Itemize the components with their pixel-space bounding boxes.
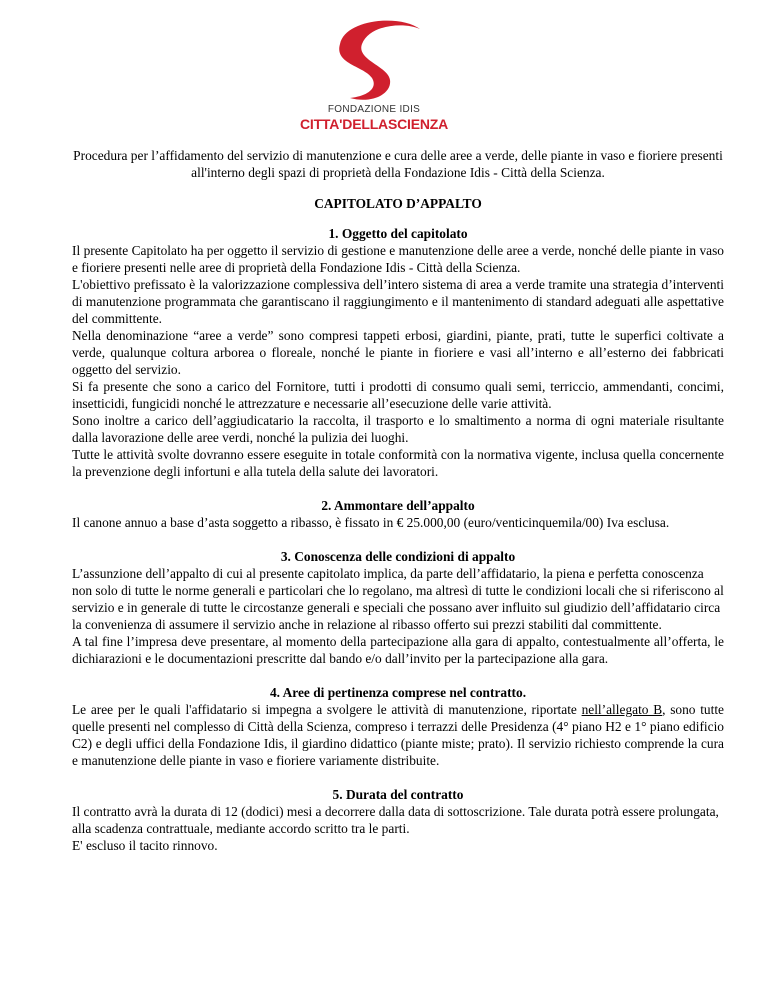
section-heading: 4. Aree di pertinenza comprese nel contratto. — [269, 685, 527, 700]
section-paragraph: Tutte le attività svolte dovranno essere eseguite in totale conformità con la normativa vigente, inclusa quella concernente la prevenzione degli infortuni e alla tutela della salute dei lavoratori. — [72, 447, 724, 479]
section-paragraph: Sono inoltre a carico dell’aggiudicatario la raccolta, il trasporto e lo smaltimento a norma di ogni materiale risultante dalla lavorazione delle aree verdi, nonché la pulizia dei luoghi. — [72, 413, 724, 445]
section-paragraph: L’assunzione dell’appalto di cui al presente capitolato implica, da parte dell’affidatario, la piena e perfetta conoscenza non solo di tutte le norme generali e particolari che lo regolano, ma altresì di tutte le condizioni locali che si riferiscono al servizio e in generale di tutte le circostanze generali e speciali che possano aver influito sul giudizio dell’affidatario circa la convenienza di assumere il servizio anche in relazione al ribasso offerto sui prezzi stabiliti dal committente. — [72, 566, 724, 632]
section-paragraph: Il contratto avrà la durata di 12 (dodici) mesi a decorrere dalla data di sottoscrizione. Tale durata potrà essere prolungata, alla scadenza contrattuale, mediante accordo scritto tra le parti. — [72, 804, 719, 836]
section-paragraph: Il presente Capitolato ha per oggetto il servizio di gestione e manutenzione delle aree a verde, nonché delle piante in vaso e fioriere presenti nelle aree di proprietà della Fondazione Idis - Città della Scienza. — [72, 243, 724, 275]
section-paragraph: Il canone annuo a base d’asta soggetto a ribasso, è fissato in € 25.000,00 (euro/venticinquemila/00) Iva esclusa. — [72, 515, 670, 530]
section-paragraph: A tal fine l’impresa deve presentare, al momento della partecipazione alla gara di appalto, contestualmente all’offerta, le dichiarazioni e le documentazioni prescritte dal bando e/o dall’invito per la partecipazione alla gara. — [72, 634, 724, 666]
paragraph-text: , sono tutte quelle presenti nel complesso di Città della Scienza, compreso i terrazzi delle Presidenza (4° piano H2 e 1° piano edificio C2) e degli uffici della Fondazione Idis, il giardino didattico (piante miste; prato). Il servizio richiesto comprende la cura e manutenzione delle piante in vaso e fioriere variamente distribuite. — [72, 702, 724, 768]
section-heading: 5. Durata del contratto — [332, 787, 464, 802]
document-body — [72, 147, 724, 854]
paragraph-text: Le aree per le quali l'affidatario si impegna a svolgere le attività di manutenzione, riportate — [72, 702, 582, 717]
allegato-b-reference: nell’allegato B — [581, 702, 663, 717]
s-swoosh-icon — [320, 14, 428, 104]
document-title: CAPITOLATO D’APPALTO — [314, 196, 482, 211]
logo-line-2: CITTA'DELLASCIENZA — [299, 116, 448, 132]
section-paragraph: Nella denominazione “aree a verde” sono compresi tappeti erbosi, giardini, piante, prati, tutte le superfici coltivate a verde, qualunque coltura arborea o floreale, nonché le piante in fioriere e vasi all’interno e all’esterno dei fabbricati oggetto del servizio. — [72, 328, 724, 377]
section-paragraph: E' escluso il tacito rinnovo. — [72, 838, 218, 853]
section-paragraph: Si fa presente che sono a carico del Fornitore, tutti i prodotti di consumo quali semi, terriccio, ammendanti, concimi, insetticidi, fungicidi nonché le attrezzature e necessarie all’esecuzione delle varie attività. — [72, 379, 724, 411]
section-heading: 1. Oggetto del capitolato — [328, 226, 468, 241]
fondazione-logo — [264, 14, 484, 134]
intro-paragraph: Procedura per l’affidamento del servizio di manutenzione e cura delle aree a verde, delle piante in vaso e fioriere presenti all'interno degli spazi di proprietà della Fondazione Idis - Città della Scienza. — [73, 148, 723, 180]
section-heading: 3. Conoscenza delle condizioni di appalto — [280, 549, 516, 564]
section-paragraph — [72, 701, 724, 769]
section-heading: 2. Ammontare dell’appalto — [321, 498, 475, 513]
section-paragraph: L'obiettivo prefissato è la valorizzazione complessiva dell’intero sistema di area a verde tramite una strategia d’interventi di manutenzione programmata che garantiscano il raggiungimento e il mantenimento di standard adeguati alle aspettative del committente. — [72, 277, 724, 326]
logo-line-1: FONDAZIONE IDIS — [327, 104, 421, 115]
